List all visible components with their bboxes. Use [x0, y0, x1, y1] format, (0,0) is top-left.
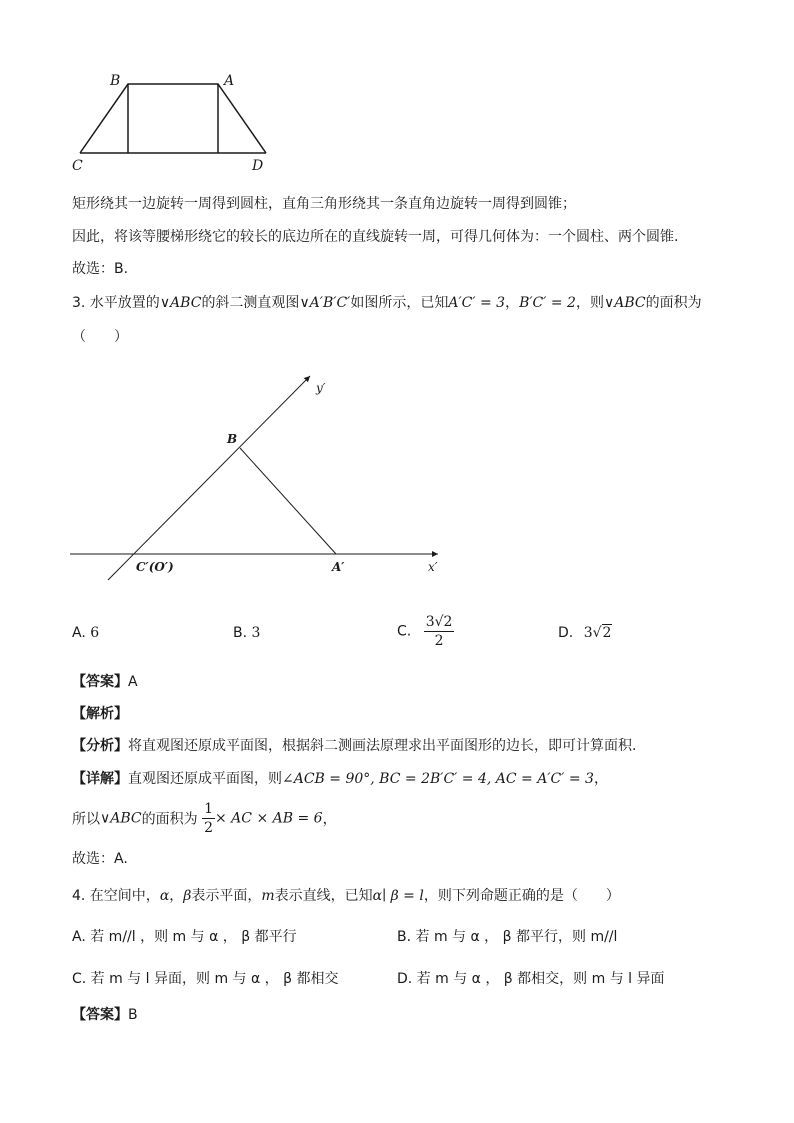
label-B: B — [110, 73, 121, 89]
q3-xiangjie-math: ∠ACB = 90°, BC = 2B′C′ = 4, AC = A′C′ = 3 — [282, 771, 594, 787]
q3-option-d-letter: D. — [558, 625, 574, 641]
q4-m: m — [261, 888, 275, 904]
label-x-axis: x′ — [428, 560, 438, 574]
q3-fenxi-text: 将直观图还原成平面图，根据斜二测画法原理求出平面图形的边长，即可计算面积. — [128, 738, 637, 754]
q3-analysis-tag: 【解析】 — [72, 706, 128, 722]
q4-answer-tag: 【答案】 — [72, 1007, 128, 1023]
q3-option-d-radical: √ — [592, 625, 602, 641]
q3-area-end: ， — [322, 811, 337, 828]
q4-option-a: A. 若 m//l ，则 m 与 α ， β 都平行 — [72, 929, 297, 945]
q4-option-d: D. 若 m 与 α ， β 都相交，则 m 与 l 异面 — [397, 971, 665, 987]
q3-option-b-value: 3 — [251, 625, 261, 641]
q3-option-d-radicand: 2 — [602, 625, 612, 641]
q3-option-d-coef: 3 — [583, 625, 593, 641]
label-A-prime: A′ — [332, 560, 345, 574]
q3-xiangjie — [72, 768, 608, 788]
q4-stem-c: 表示直线，已知 — [274, 888, 373, 904]
q2-answer: 故选：B. — [72, 261, 129, 277]
label-D: D — [252, 158, 264, 174]
q3-answer-tag: 【答案】 — [72, 674, 128, 690]
label-C-origin: C′(O′) — [136, 560, 174, 574]
q3-given2: B′C′ = 2 — [519, 295, 576, 311]
q3-sep: ， — [505, 295, 520, 311]
q3-tri-ref: ∨ABC — [603, 295, 646, 311]
q3-area-prefix: 所以 — [72, 811, 100, 828]
q4-answer — [72, 1004, 138, 1024]
oblique-axes-figure — [70, 368, 450, 583]
label-B-prime: B — [227, 432, 238, 446]
q3-stem-part1: 3. 水平放置的 — [72, 295, 160, 311]
q3-fenxi — [72, 735, 636, 755]
trapezoid-figure — [70, 70, 280, 175]
q3-tri-prime: ∨A′B′C′ — [299, 295, 351, 311]
q4-option-b: B. 若 m 与 α ， β 都平行，则 m//l — [397, 929, 618, 945]
q3-option-a-value: 6 — [90, 625, 100, 641]
q2-line2: 因此，将该等腰梯形绕它的较长的底边所在的直线旋转一周，可得几何体为：一个圆柱、两个圆锥. — [72, 229, 679, 245]
q4-stem-a: 4. 在空间中， — [72, 888, 160, 904]
q3-stem-part4: ，则 — [575, 295, 604, 311]
q3-area-den: 2 — [204, 820, 213, 836]
q4-beta: β — [183, 888, 192, 904]
q3-area-mid: 的面积为 — [141, 811, 198, 828]
q4-comma: ， — [169, 888, 184, 904]
label-A: A — [224, 73, 235, 89]
q3-stem-part3: 如图所示，已知 — [350, 295, 449, 311]
q3-area-num: 1 — [204, 801, 213, 817]
q3-answer-value: A — [128, 674, 138, 690]
q3-area-expr: × AC × AB = 6 — [215, 810, 323, 827]
q3-option-d — [558, 625, 612, 641]
q3-option-c — [397, 613, 454, 650]
label-C: C — [72, 158, 83, 174]
q4-option-c: C. 若 m 与 l 异面，则 m 与 α ， β 都相交 — [72, 971, 339, 987]
label-y-axis: y′ — [316, 381, 326, 395]
q3-xiangjie-end: ， — [593, 771, 608, 787]
q3-answer — [72, 671, 138, 691]
q4-stem-d: ，则下列命题正确的是（ ） — [423, 888, 620, 904]
q3-area-line — [72, 800, 337, 837]
q3-tri: ∨ABC — [159, 295, 202, 311]
q4-stem-b: 表示平面， — [191, 888, 262, 904]
q3-stem-part2: 的斜二测直观图 — [201, 295, 300, 311]
q4-inter: α∣ β = l — [372, 888, 424, 904]
q3-paren: （ ） — [72, 329, 128, 345]
q3-option-b — [233, 625, 260, 641]
q3-given1: A′C′ = 3 — [448, 295, 506, 311]
q3-option-b-letter: B. — [233, 625, 248, 641]
q4-alpha: α — [159, 888, 170, 904]
q3-xiangjie-tag: 【详解】 — [72, 771, 128, 787]
q4-answer-value: B — [128, 1007, 138, 1023]
q3-area-tri: ∨ABC — [100, 810, 142, 827]
q3-option-c-den: 2 — [434, 633, 444, 649]
q3-final: 故选：A. — [72, 851, 128, 867]
q3-area-fraction — [202, 800, 215, 837]
q3-option-c-letter: C. — [397, 623, 412, 640]
q3-xiangjie-text: 直观图还原成平面图，则 — [128, 771, 282, 787]
q3-option-c-num: 3√2 — [425, 614, 453, 630]
q3-fenxi-tag: 【分析】 — [72, 738, 128, 754]
q3-stem-part5: 的面积为 — [645, 295, 702, 311]
q3-option-a — [72, 625, 99, 641]
q3-option-c-fraction — [424, 613, 455, 650]
q4-stem — [72, 885, 620, 905]
q3-option-a-letter: A. — [72, 625, 86, 641]
q2-line1: 矩形绕其一边旋转一周得到圆柱，直角三角形绕其一条直角边旋转一周得到圆锥； — [72, 196, 576, 212]
q3-stem — [72, 292, 702, 312]
